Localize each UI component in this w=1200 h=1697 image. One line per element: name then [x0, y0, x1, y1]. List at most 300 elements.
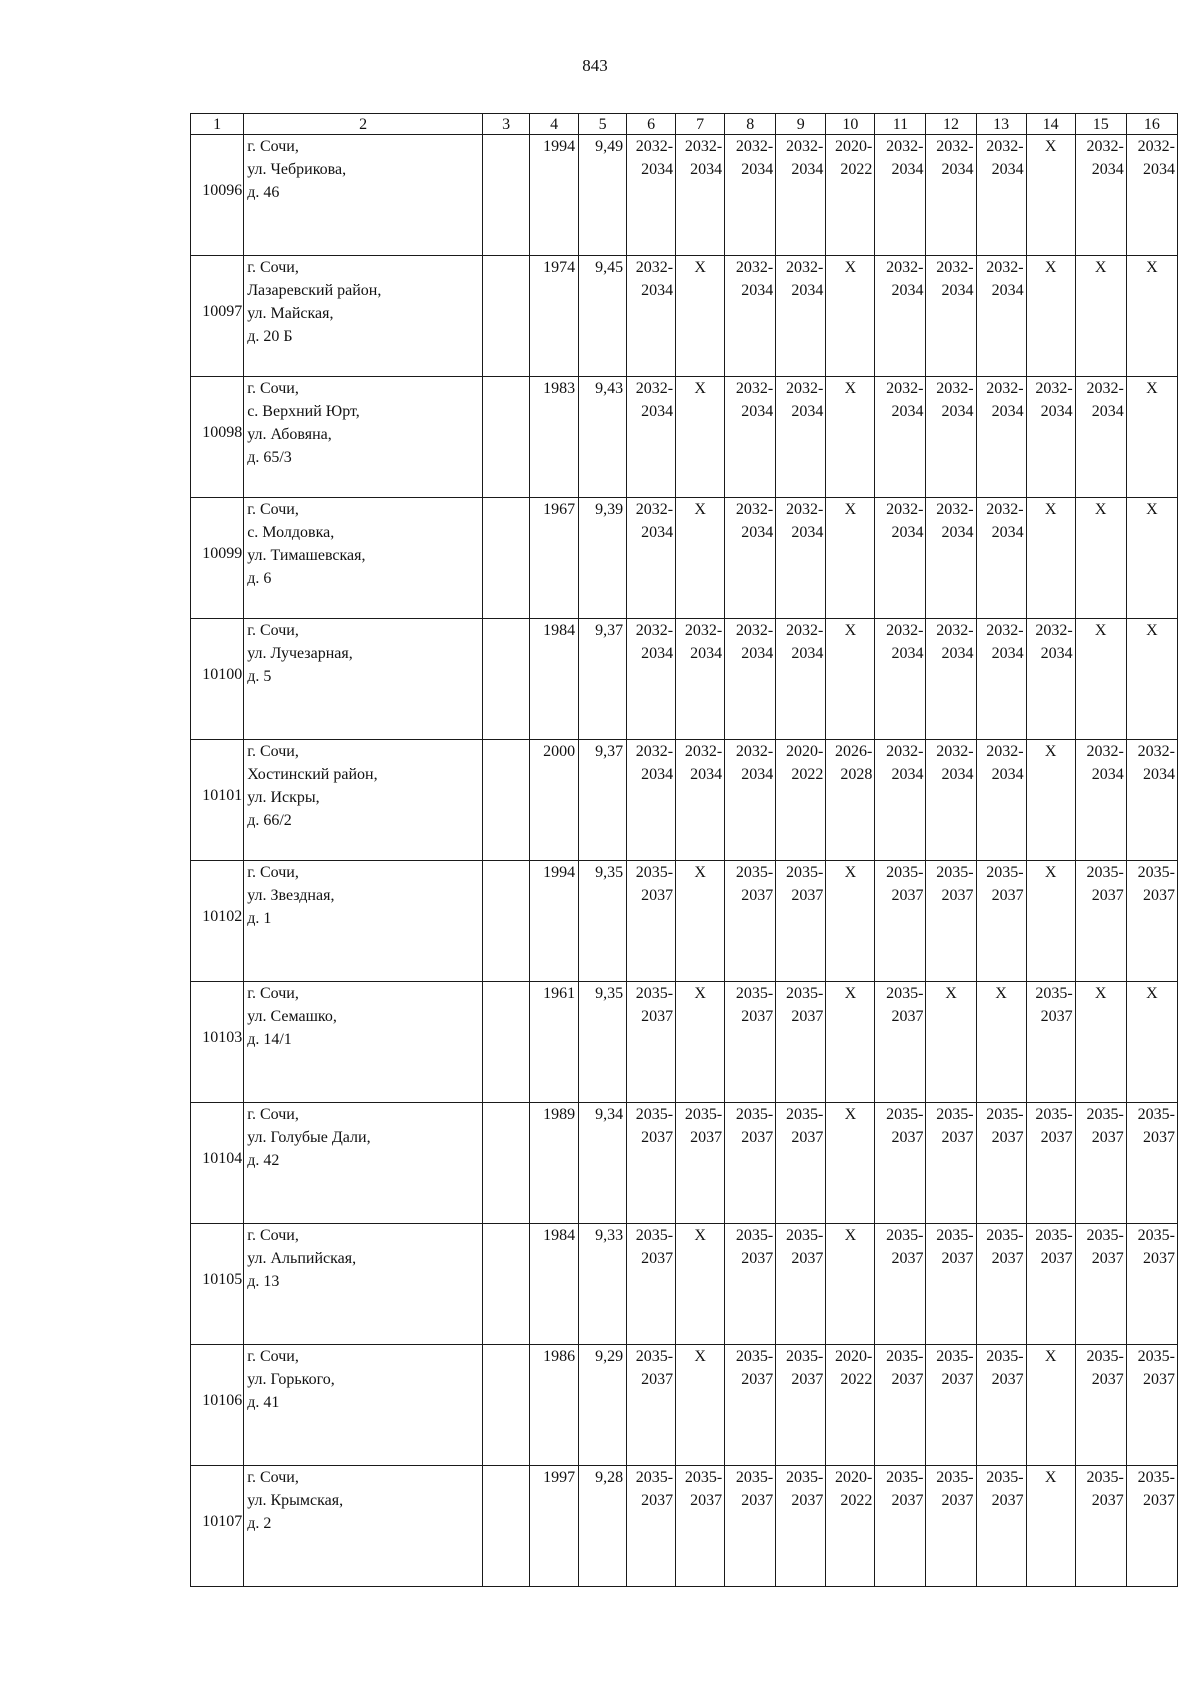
period-end: 2037	[991, 1371, 1024, 1388]
value-cell: 9,37	[579, 619, 627, 740]
row-id: 10097	[202, 302, 243, 320]
value-cell: 9,43	[579, 377, 627, 498]
period-cell-col-13	[976, 1103, 1026, 1224]
period-end: 2034	[1040, 403, 1073, 420]
address-line: д. 13	[247, 1273, 280, 1290]
period-cell-col-12	[926, 982, 976, 1103]
period-cell-col-16	[1126, 1103, 1177, 1224]
period-start: 2032-	[1086, 138, 1124, 155]
table-row	[191, 135, 1178, 256]
period-cell-col-16	[1126, 256, 1177, 377]
period-start: 2035-	[936, 1469, 974, 1486]
address-line: д. 20 Б	[247, 328, 293, 345]
table-row	[191, 1466, 1178, 1587]
column-number-16: 16	[1126, 114, 1177, 135]
address-line: ул. Голубые Дали,	[247, 1129, 371, 1146]
period-start: 2035-	[1035, 1106, 1073, 1123]
address-line: ул. Горького,	[247, 1371, 335, 1388]
period-cell-col-9	[776, 1103, 826, 1224]
address-line: ул. Семашко,	[247, 1008, 337, 1025]
not-applicable-mark: X	[844, 864, 857, 881]
address-line: ул. Крымская,	[247, 1492, 344, 1509]
period-start: 2035-	[786, 985, 824, 1002]
period-cell-col-16	[1126, 1466, 1177, 1587]
period-end: 2037	[1091, 1129, 1124, 1146]
period-cell-col-10	[826, 377, 875, 498]
column-3-cell	[483, 619, 530, 740]
period-cell-col-11	[875, 1466, 926, 1587]
period-end: 2037	[1143, 1129, 1175, 1146]
period-cell-col-15	[1075, 1224, 1126, 1345]
period-cell-col-11	[875, 861, 926, 982]
row-id: 10098	[202, 423, 243, 441]
period-cell-col-15	[1075, 1103, 1126, 1224]
not-applicable-mark: X	[1044, 1348, 1057, 1365]
period-end: 2034	[741, 161, 774, 178]
address-cell	[244, 1103, 483, 1224]
period-start: 2035-	[986, 1227, 1024, 1244]
address-line: с. Верхний Юрт,	[247, 403, 360, 420]
not-applicable-mark: X	[1044, 1469, 1057, 1486]
row-id-cell	[191, 1345, 244, 1466]
address-line: г. Сочи,	[247, 259, 299, 276]
column-number-6: 6	[627, 114, 676, 135]
address-line: ул. Тимашевская,	[247, 547, 366, 564]
period-cell-col-6	[627, 498, 676, 619]
period-cell-col-6	[627, 982, 676, 1103]
period-cell-col-8	[725, 256, 776, 377]
period-start: 2032-	[986, 501, 1024, 518]
period-end: 2037	[991, 887, 1024, 904]
period-cell-col-12	[926, 1103, 976, 1224]
period-end: 2034	[891, 282, 924, 299]
value-cell: 9,37	[579, 740, 627, 861]
period-cell-col-13	[976, 1224, 1026, 1345]
period-cell-col-12	[926, 1345, 976, 1466]
period-end: 2037	[791, 1250, 824, 1267]
period-cell-col-9	[776, 377, 826, 498]
address-line: г. Сочи,	[247, 1348, 299, 1365]
period-start: 2035-	[786, 1348, 824, 1365]
row-id-cell	[191, 740, 244, 861]
period-cell-col-10	[826, 1103, 875, 1224]
period-start: 2035-	[1086, 1106, 1124, 1123]
period-start: 2032-	[635, 138, 674, 155]
period-start: 2035-	[635, 1106, 674, 1123]
period-end: 2034	[690, 161, 723, 178]
address-line: ул. Лучезарная,	[247, 645, 353, 662]
not-applicable-mark: X	[1044, 259, 1057, 276]
address-line: ул. Чебрикова,	[247, 161, 347, 178]
column-3-cell	[483, 1103, 530, 1224]
period-start: 2032-	[684, 622, 723, 639]
year-cell: 1984	[530, 1224, 579, 1345]
period-end: 2034	[791, 282, 824, 299]
address-cell	[244, 861, 483, 982]
period-cell-col-8	[725, 1103, 776, 1224]
period-cell-col-7	[676, 1103, 725, 1224]
period-start: 2035-	[684, 1106, 723, 1123]
period-end: 2037	[941, 1371, 974, 1388]
period-end: 2037	[991, 1492, 1024, 1509]
period-cell-col-11	[875, 135, 926, 256]
period-start: 2035-	[735, 1227, 774, 1244]
period-cell-col-15	[1075, 135, 1126, 256]
year-cell: 1997	[530, 1466, 579, 1587]
period-cell-col-14	[1026, 619, 1075, 740]
column-number-7: 7	[676, 114, 725, 135]
row-id: 10106	[202, 1391, 243, 1409]
period-cell-col-9	[776, 256, 826, 377]
period-cell-col-9	[776, 1224, 826, 1345]
period-end: 2034	[741, 282, 774, 299]
period-end: 2037	[791, 1492, 824, 1509]
period-end: 2034	[641, 524, 674, 541]
period-start: 2032-	[886, 138, 924, 155]
period-cell-col-6	[627, 619, 676, 740]
period-end: 2037	[741, 1492, 774, 1509]
period-start: 2032-	[886, 743, 924, 760]
year-cell: 1994	[530, 861, 579, 982]
column-number-13: 13	[976, 114, 1026, 135]
not-applicable-mark: X	[694, 985, 706, 1002]
period-start: 2035-	[1086, 1348, 1124, 1365]
value-cell: 9,45	[579, 256, 627, 377]
column-3-cell	[483, 135, 530, 256]
period-end: 2022	[840, 1492, 873, 1509]
column-number-4: 4	[530, 114, 579, 135]
row-id: 10107	[202, 1512, 243, 1530]
period-start: 2032-	[786, 380, 824, 397]
period-end: 2034	[741, 524, 774, 541]
row-id-cell	[191, 1466, 244, 1587]
period-end: 2034	[991, 282, 1024, 299]
table-row	[191, 1345, 1178, 1466]
period-end: 2034	[941, 524, 974, 541]
page-number-text: 843	[582, 56, 608, 75]
period-cell-col-15	[1075, 256, 1126, 377]
period-cell-col-6	[627, 1345, 676, 1466]
period-end: 2034	[941, 161, 974, 178]
period-cell-col-7	[676, 377, 725, 498]
address-line: ул. Альпийская,	[247, 1250, 357, 1267]
address-line: д. 6	[247, 570, 272, 587]
column-3-cell	[483, 740, 530, 861]
period-start: 2035-	[786, 1227, 824, 1244]
not-applicable-mark: X	[1094, 622, 1107, 639]
row-id-cell	[191, 377, 244, 498]
period-cell-col-8	[725, 982, 776, 1103]
address-cell	[244, 982, 483, 1103]
period-cell-col-16	[1126, 377, 1177, 498]
not-applicable-mark: X	[694, 1227, 706, 1244]
period-start: 2032-	[1086, 743, 1124, 760]
period-end: 2037	[891, 1008, 924, 1025]
value-cell: 9,28	[579, 1466, 627, 1587]
not-applicable-mark: X	[1094, 259, 1107, 276]
period-end: 2034	[741, 403, 774, 420]
year-cell: 1984	[530, 619, 579, 740]
period-start: 2032-	[735, 259, 774, 276]
column-3-cell	[483, 1345, 530, 1466]
period-start: 2035-	[886, 864, 924, 881]
address-line: д. 1	[247, 910, 272, 927]
period-end: 2037	[941, 1250, 974, 1267]
period-cell-col-14	[1026, 256, 1075, 377]
period-cell-col-7	[676, 1224, 725, 1345]
period-cell-col-8	[725, 1466, 776, 1587]
period-start: 2035-	[936, 1348, 974, 1365]
row-id: 10103	[202, 1028, 243, 1046]
period-cell-col-13	[976, 256, 1026, 377]
address-line: д. 5	[247, 668, 272, 685]
period-cell-col-9	[776, 1345, 826, 1466]
period-start: 2035-	[635, 1348, 674, 1365]
table-row	[191, 377, 1178, 498]
period-end: 2034	[891, 524, 924, 541]
year-cell: 1974	[530, 256, 579, 377]
period-start: 2032-	[635, 380, 674, 397]
period-cell-col-14	[1026, 1224, 1075, 1345]
period-start: 2035-	[986, 1469, 1024, 1486]
not-applicable-mark: X	[694, 380, 706, 397]
address-line: д. 14/1	[247, 1031, 292, 1048]
period-cell-col-14	[1026, 740, 1075, 861]
address-line: д. 41	[247, 1394, 280, 1411]
period-end: 2034	[941, 403, 974, 420]
period-end: 2034	[641, 645, 674, 662]
address-line: д. 2	[247, 1515, 272, 1532]
period-start: 2035-	[986, 1348, 1024, 1365]
period-end: 2034	[1091, 766, 1124, 783]
period-cell-col-7	[676, 498, 725, 619]
period-end: 2034	[690, 766, 723, 783]
period-start: 2035-	[886, 1348, 924, 1365]
period-cell-col-13	[976, 619, 1026, 740]
period-cell-col-15	[1075, 498, 1126, 619]
period-end: 2034	[1143, 161, 1175, 178]
address-line: д. 66/2	[247, 812, 292, 829]
address-line: ул. Абовяна,	[247, 426, 332, 443]
column-number-10: 10	[826, 114, 875, 135]
period-cell-col-8	[725, 498, 776, 619]
period-cell-col-16	[1126, 498, 1177, 619]
period-end: 2034	[991, 645, 1024, 662]
period-start: 2035-	[1137, 1348, 1175, 1365]
address-line: с. Молдовка,	[247, 524, 335, 541]
period-start: 2032-	[886, 501, 924, 518]
column-number-2: 2	[244, 114, 483, 135]
column-3-cell	[483, 377, 530, 498]
period-start: 2032-	[635, 259, 674, 276]
table-row	[191, 1103, 1178, 1224]
period-start: 2020-	[835, 1348, 873, 1365]
period-start: 2032-	[684, 138, 723, 155]
period-end: 2037	[641, 1250, 674, 1267]
period-start: 2035-	[1086, 1227, 1124, 1244]
period-end: 2034	[891, 766, 924, 783]
period-cell-col-16	[1126, 1345, 1177, 1466]
period-cell-col-13	[976, 861, 1026, 982]
period-start: 2032-	[635, 743, 674, 760]
value-cell: 9,33	[579, 1224, 627, 1345]
period-cell-col-14	[1026, 861, 1075, 982]
address-line: ул. Майская,	[247, 305, 334, 322]
address-cell	[244, 377, 483, 498]
period-cell-col-8	[725, 619, 776, 740]
period-cell-col-11	[875, 1103, 926, 1224]
address-line: г. Сочи,	[247, 1106, 299, 1123]
period-end: 2037	[1091, 1250, 1124, 1267]
period-end: 2037	[641, 1129, 674, 1146]
period-start: 2035-	[735, 985, 774, 1002]
period-end: 2034	[791, 524, 824, 541]
period-cell-col-7	[676, 1345, 725, 1466]
period-end: 2037	[891, 887, 924, 904]
period-start: 2020-	[786, 743, 824, 760]
period-start: 2035-	[735, 1106, 774, 1123]
register-table	[190, 113, 1178, 1587]
period-cell-col-9	[776, 740, 826, 861]
year-cell: 1989	[530, 1103, 579, 1224]
period-start: 2032-	[886, 622, 924, 639]
period-end: 2022	[840, 161, 873, 178]
period-cell-col-12	[926, 498, 976, 619]
period-end: 2034	[991, 766, 1024, 783]
period-start: 2032-	[986, 380, 1024, 397]
period-end: 2037	[741, 1371, 774, 1388]
period-end: 2037	[1143, 887, 1175, 904]
not-applicable-mark: X	[1146, 622, 1158, 639]
column-number-3: 3	[483, 114, 530, 135]
period-start: 2032-	[735, 380, 774, 397]
period-cell-col-13	[976, 740, 1026, 861]
period-start: 2035-	[735, 1348, 774, 1365]
period-end: 2037	[741, 1129, 774, 1146]
address-line: г. Сочи,	[247, 864, 299, 881]
column-3-cell	[483, 861, 530, 982]
not-applicable-mark: X	[694, 501, 706, 518]
period-start: 2035-	[986, 1106, 1024, 1123]
period-cell-col-16	[1126, 861, 1177, 982]
not-applicable-mark: X	[1044, 743, 1057, 760]
period-cell-col-8	[725, 377, 776, 498]
period-cell-col-15	[1075, 861, 1126, 982]
period-start: 2035-	[936, 1227, 974, 1244]
value-cell: 9,34	[579, 1103, 627, 1224]
period-end: 2037	[641, 1008, 674, 1025]
period-end: 2037	[991, 1129, 1024, 1146]
period-cell-col-12	[926, 740, 976, 861]
address-line: г. Сочи,	[247, 985, 299, 1002]
period-start: 2032-	[786, 501, 824, 518]
period-start: 2035-	[786, 1106, 824, 1123]
row-id: 10096	[202, 181, 243, 199]
period-start: 2020-	[835, 138, 873, 155]
period-start: 2032-	[735, 138, 774, 155]
period-start: 2032-	[986, 622, 1024, 639]
period-start: 2032-	[735, 501, 774, 518]
column-number-5: 5	[579, 114, 627, 135]
period-end: 2034	[891, 645, 924, 662]
period-cell-col-11	[875, 982, 926, 1103]
address-line: г. Сочи,	[247, 501, 299, 518]
not-applicable-mark: X	[1146, 380, 1158, 397]
period-end: 2022	[791, 766, 824, 783]
value-cell: 9,29	[579, 1345, 627, 1466]
address-line: г. Сочи,	[247, 138, 299, 155]
period-cell-col-13	[976, 135, 1026, 256]
period-start: 2032-	[1035, 622, 1073, 639]
period-cell-col-16	[1126, 619, 1177, 740]
period-start: 2035-	[936, 864, 974, 881]
period-cell-col-13	[976, 377, 1026, 498]
period-cell-col-10	[826, 256, 875, 377]
period-cell-col-6	[627, 740, 676, 861]
period-cell-col-10	[826, 135, 875, 256]
address-cell	[244, 619, 483, 740]
period-start: 2035-	[886, 1469, 924, 1486]
period-cell-col-8	[725, 135, 776, 256]
period-start: 2035-	[936, 1106, 974, 1123]
period-start: 2035-	[786, 864, 824, 881]
period-end: 2034	[1143, 766, 1175, 783]
column-number-1: 1	[191, 114, 244, 135]
period-cell-col-6	[627, 377, 676, 498]
period-cell-col-10	[826, 982, 875, 1103]
period-start: 2035-	[1137, 1469, 1175, 1486]
period-end: 2037	[1143, 1250, 1175, 1267]
period-cell-col-9	[776, 861, 826, 982]
period-cell-col-16	[1126, 982, 1177, 1103]
period-end: 2037	[941, 1492, 974, 1509]
period-end: 2034	[791, 403, 824, 420]
address-line: д. 42	[247, 1152, 280, 1169]
period-start: 2035-	[735, 864, 774, 881]
table-row	[191, 256, 1178, 377]
period-end: 2034	[1040, 645, 1073, 662]
row-id-cell	[191, 498, 244, 619]
page-number	[0, 56, 1200, 76]
period-start: 2035-	[635, 864, 674, 881]
address-cell	[244, 1466, 483, 1587]
row-id: 10105	[202, 1270, 243, 1288]
period-cell-col-7	[676, 619, 725, 740]
period-end: 2037	[791, 1008, 824, 1025]
address-cell	[244, 740, 483, 861]
period-start: 2035-	[635, 985, 674, 1002]
period-end: 2037	[1091, 1492, 1124, 1509]
row-id-cell	[191, 861, 244, 982]
period-end: 2034	[791, 645, 824, 662]
year-cell: 1986	[530, 1345, 579, 1466]
not-applicable-mark: X	[694, 864, 706, 881]
period-cell-col-15	[1075, 740, 1126, 861]
column-number-12: 12	[926, 114, 976, 135]
period-start: 2035-	[1137, 864, 1175, 881]
period-end: 2034	[641, 282, 674, 299]
period-end: 2037	[891, 1492, 924, 1509]
address-line: ул. Звездная,	[247, 887, 335, 904]
period-end: 2037	[741, 1250, 774, 1267]
period-cell-col-13	[976, 982, 1026, 1103]
period-cell-col-13	[976, 1345, 1026, 1466]
period-start: 2035-	[684, 1469, 723, 1486]
column-number-15: 15	[1075, 114, 1126, 135]
period-cell-col-10	[826, 861, 875, 982]
period-cell-col-12	[926, 861, 976, 982]
period-end: 2034	[941, 645, 974, 662]
